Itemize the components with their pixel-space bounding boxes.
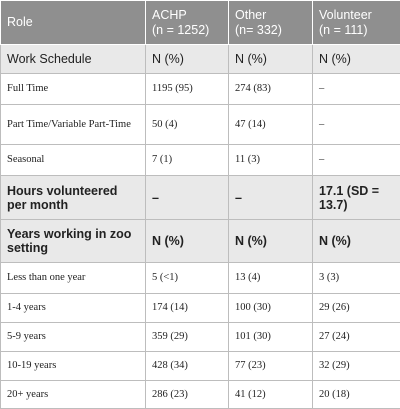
header-other: Other (n= 332): [229, 1, 313, 45]
achp-cell: 1195 (95): [146, 74, 229, 105]
volunteer-cell: 32 (29): [313, 352, 400, 381]
other-cell: 274 (83): [229, 74, 313, 105]
row-label: Less than one year: [1, 263, 146, 294]
section-row-hours-volunteered: [1, 176, 400, 220]
other-cell: 47 (14): [229, 105, 313, 145]
row-label: Years working in zoo setting: [1, 220, 146, 263]
volunteer-cell: –: [313, 145, 400, 176]
table-row: [1, 381, 400, 409]
achp-cell: N (%): [146, 45, 229, 74]
volunteer-cell: –: [313, 105, 400, 145]
table-row: [1, 74, 400, 105]
row-label: Hours volunteered per month: [1, 176, 146, 220]
table-row: [1, 263, 400, 294]
volunteer-cell: –: [313, 74, 400, 105]
volunteer-cell: 27 (24): [313, 323, 400, 352]
other-cell: 77 (23): [229, 352, 313, 381]
header-achp: ACHP (n = 1252): [146, 1, 229, 45]
achp-cell: 5 (<1): [146, 263, 229, 294]
other-cell: 101 (30): [229, 323, 313, 352]
row-label: 10-19 years: [1, 352, 146, 381]
section-row-work-schedule: [1, 45, 400, 74]
other-cell: N (%): [229, 45, 313, 74]
other-cell: 100 (30): [229, 294, 313, 323]
row-label: 20+ years: [1, 381, 146, 409]
achp-cell: 7 (1): [146, 145, 229, 176]
header-volunteer: Volunteer (n = 111): [313, 1, 400, 45]
table-row: [1, 352, 400, 381]
header-row: [1, 1, 400, 45]
other-cell: 13 (4): [229, 263, 313, 294]
other-cell: –: [229, 176, 313, 220]
achp-cell: 50 (4): [146, 105, 229, 145]
table-row: [1, 105, 400, 145]
row-label: Seasonal: [1, 145, 146, 176]
other-cell: 11 (3): [229, 145, 313, 176]
row-label: Full Time: [1, 74, 146, 105]
volunteer-cell: N (%): [313, 220, 400, 263]
achp-cell: N (%): [146, 220, 229, 263]
table-row: [1, 323, 400, 352]
row-label: 1-4 years: [1, 294, 146, 323]
achp-cell: 359 (29): [146, 323, 229, 352]
row-label: Part Time/Variable Part-Time: [1, 105, 146, 145]
achp-cell: –: [146, 176, 229, 220]
table-row: [1, 145, 400, 176]
volunteer-cell: 29 (26): [313, 294, 400, 323]
header-role: Role: [1, 1, 146, 45]
achp-cell: 286 (23): [146, 381, 229, 409]
achp-cell: 174 (14): [146, 294, 229, 323]
volunteer-cell: N (%): [313, 45, 400, 74]
table-row: [1, 294, 400, 323]
volunteer-cell: 17.1 (SD = 13.7): [313, 176, 400, 220]
volunteer-cell: 20 (18): [313, 381, 400, 409]
volunteer-cell: 3 (3): [313, 263, 400, 294]
other-cell: N (%): [229, 220, 313, 263]
achp-cell: 428 (34): [146, 352, 229, 381]
section-row-years-working: [1, 220, 400, 263]
other-cell: 41 (12): [229, 381, 313, 409]
row-label: Work Schedule: [1, 45, 146, 74]
row-label: 5-9 years: [1, 323, 146, 352]
